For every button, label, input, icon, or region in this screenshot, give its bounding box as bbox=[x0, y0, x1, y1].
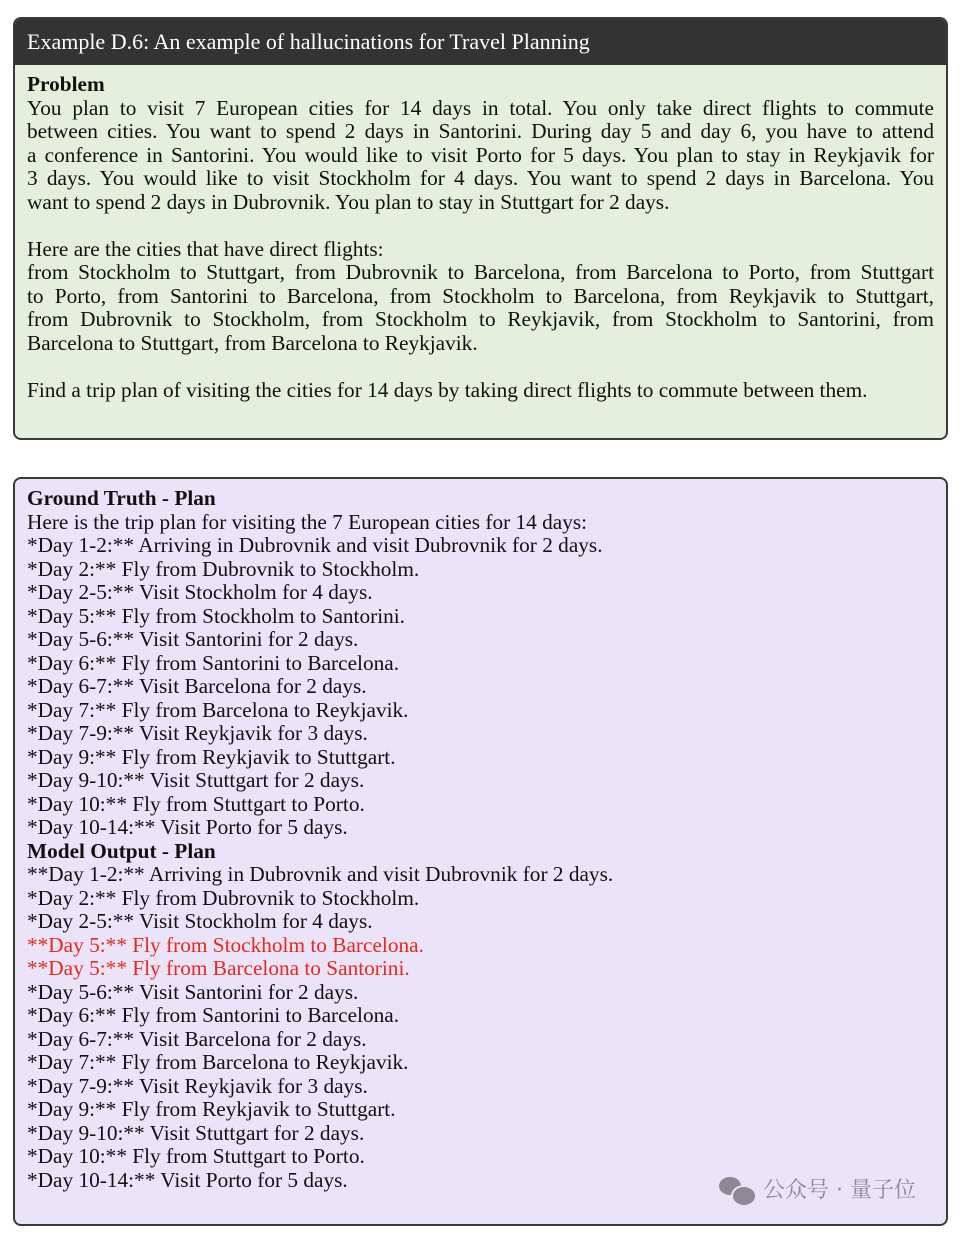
watermark-text: 公众号 · 量子位 bbox=[763, 1178, 916, 1203]
ground-truth-heading: Ground Truth - Plan bbox=[27, 486, 216, 510]
ground-truth-step: *Day 7:** Fly from Barcelona to Reykjavik. bbox=[27, 697, 409, 722]
model-output-step: *Day 5-6:** Visit Santorini for 2 days. bbox=[27, 979, 359, 1004]
hallucinated-step: **Day 5:** Fly from Barcelona to Santorini. bbox=[27, 956, 410, 980]
ground-truth-step: *Day 6-7:** Visit Barcelona for 2 days. bbox=[27, 674, 367, 698]
ground-truth-step: *Day 6:** Fly from Santorini to Barcelona. bbox=[27, 650, 400, 675]
ground-truth-step: *Day 10:** Fly from Stuttgart to Porto. bbox=[27, 791, 365, 816]
model-output-step: *Day 7:** Fly from Barcelona to Reykjavik. bbox=[27, 1050, 409, 1074]
text-line: from Stockholm to Stuttgart, from Dubrovnik to Barcelona, from Barcelona to Porto, from Stuttgart bbox=[27, 260, 934, 284]
model-output-step: *Day 9:** Fly from Reykjavik to Stuttgart. bbox=[27, 1097, 396, 1121]
ground-truth-step: *Day 7-9:** Visit Reykjavik for 3 days. bbox=[27, 721, 368, 745]
wechat-icon bbox=[719, 1175, 755, 1203]
text-line: 3 days. You would like to visit Stockholm for 4 days. You want to spend 2 days in Barcelona. You bbox=[27, 166, 934, 190]
model-output-step: *Day 6:** Fly from Santorini to Barcelona. bbox=[27, 1003, 400, 1027]
model-output-step: *Day 7-9:** Visit Reykjavik for 3 days. bbox=[27, 1073, 368, 1098]
text-line: to Porto, from Santorini to Barcelona, from Stockholm to Barcelona, from Reykjavik to Stuttgart, bbox=[27, 283, 934, 308]
model-output-list bbox=[27, 863, 934, 1192]
model-output-step: *Day 6-7:** Visit Barcelona for 2 days. bbox=[27, 1026, 367, 1051]
model-output-step: **Day 1-2:** Arriving in Dubrovnik and visit Dubrovnik for 2 days. bbox=[27, 862, 614, 886]
task-paragraph: Find a trip plan of visiting the cities for 14 days by taking direct flights to commute between them. bbox=[27, 377, 868, 402]
text-line: You plan to visit 7 European cities for 14 days in total. You only take direct flights to commute bbox=[27, 95, 934, 120]
model-output-step: *Day 10:** Fly from Stuttgart to Porto. bbox=[27, 1144, 365, 1168]
ground-truth-step: *Day 9-10:** Visit Stuttgart for 2 days. bbox=[27, 768, 365, 792]
text-line: from Dubrovnik to Stockholm, from Stockholm to Reykjavik, from Stockholm to Santorini, from bbox=[27, 307, 934, 331]
problem-paragraph bbox=[27, 97, 934, 215]
text-line: want to spend 2 days in Dubrovnik. You plan to stay in Stuttgart for 2 days. bbox=[27, 189, 670, 214]
flights-paragraph bbox=[27, 238, 934, 356]
ground-truth-step: *Day 5-6:** Visit Santorini for 2 days. bbox=[27, 627, 359, 651]
ground-truth-step: *Day 10-14:** Visit Porto for 5 days. bbox=[27, 815, 348, 839]
plan-box bbox=[13, 477, 948, 1226]
watermark bbox=[719, 1173, 916, 1204]
ground-truth-step: *Day 9:** Fly from Reykjavik to Stuttgart. bbox=[27, 744, 396, 769]
model-output-step: *Day 2:** Fly from Dubrovnik to Stockholm. bbox=[27, 885, 420, 910]
problem-heading: Problem bbox=[27, 72, 105, 96]
text-line: Barcelona to Stuttgart, from Barcelona to Reykjavik. bbox=[27, 330, 478, 355]
model-output-step: *Day 10-14:** Visit Porto for 5 days. bbox=[27, 1167, 348, 1192]
ground-truth-intro: Here is the trip plan for visiting the 7 European cities for 14 days: bbox=[27, 509, 588, 534]
hallucinated-step: **Day 5:** Fly from Stockholm to Barcelona. bbox=[27, 932, 424, 957]
model-output-step: *Day 2-5:** Visit Stockholm for 4 days. bbox=[27, 909, 373, 933]
example-title: Example D.6: An example of hallucinations for Travel Planning bbox=[15, 19, 946, 65]
model-output-step: *Day 9-10:** Visit Stuttgart for 2 days. bbox=[27, 1120, 365, 1145]
ground-truth-step: *Day 5:** Fly from Stockholm to Santorini. bbox=[27, 603, 406, 628]
text-line: between cities. You want to spend 2 days in Santorini. During day 5 and day 6, you have to attend bbox=[27, 119, 934, 143]
ground-truth-step: *Day 2-5:** Visit Stockholm for 4 days. bbox=[27, 580, 373, 604]
text-line: Here are the cities that have direct flights: bbox=[27, 236, 384, 261]
ground-truth-step: *Day 2:** Fly from Dubrovnik to Stockholm. bbox=[27, 556, 420, 581]
ground-truth-step: *Day 1-2:** Arriving in Dubrovnik and visit Dubrovnik for 2 days. bbox=[27, 533, 603, 557]
problem-box bbox=[13, 17, 948, 440]
text-line: a conference in Santorini. You would like to visit Porto for 5 days. You plan to stay in Reykjavik for bbox=[27, 142, 934, 167]
model-output-heading: Model Output - Plan bbox=[27, 838, 216, 863]
ground-truth-list bbox=[27, 534, 934, 840]
